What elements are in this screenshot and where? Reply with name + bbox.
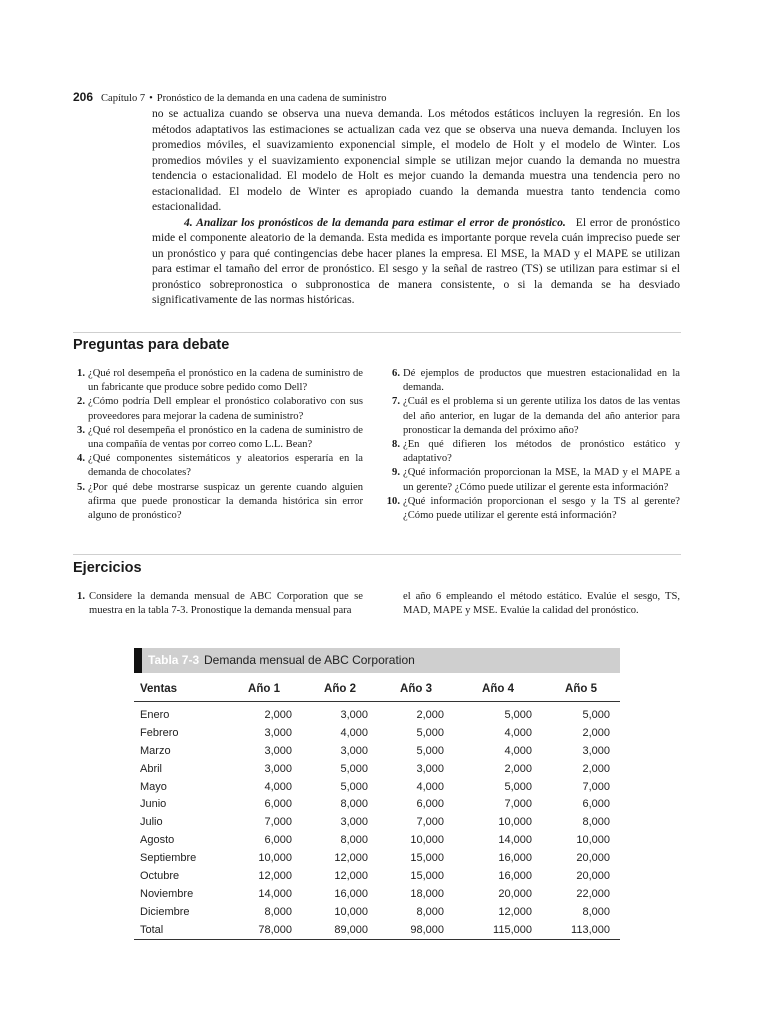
demand-cell: 16,000 <box>498 869 532 882</box>
demand-cell: 20,000 <box>498 887 532 900</box>
month-cell: Abril <box>140 762 163 775</box>
debate-questions-left <box>73 367 363 523</box>
table-row <box>134 849 620 867</box>
month-cell: Diciembre <box>140 905 190 918</box>
debate-question <box>388 495 680 523</box>
table-7-3 <box>134 648 620 940</box>
question-number: 7. <box>392 396 400 408</box>
month-cell: Total <box>134 921 226 939</box>
debate-question <box>388 466 680 494</box>
demand-cell: 7,000 <box>416 816 444 829</box>
table-row <box>134 760 620 778</box>
demand-cell: 6,000 <box>264 798 292 811</box>
column-header: Año 1 <box>226 677 302 702</box>
exercise-number: 1. <box>77 591 85 602</box>
demand-cell: 15,000 <box>410 869 444 882</box>
exercise-1-left <box>77 590 363 618</box>
demand-cell: 78,000 <box>226 921 302 939</box>
exercise-1-right: el año 6 empleando el método estático. Evalúe el sesgo, TS, MAD, MAPE y MSE. Evalúe la calidad del pronóstico. <box>403 591 680 617</box>
table-row <box>134 885 620 903</box>
debate-question <box>388 395 680 438</box>
demand-cell: 7,000 <box>582 780 610 793</box>
chapter-label: Capítulo 7 <box>101 93 146 104</box>
question-text: ¿Qué rol desempeña el pronóstico en la cadena de suministro de una compañía de ventas por correo como L.L. Bean? <box>88 424 363 451</box>
question-text: ¿En qué difieren los métodos de pronóstico estático y adaptativo? <box>403 439 680 465</box>
body-text <box>152 106 680 308</box>
debate-section-title: Preguntas para debate <box>73 337 230 353</box>
table-row <box>134 778 620 796</box>
month-cell: Febrero <box>140 726 179 739</box>
demand-cell: 10,000 <box>498 816 532 829</box>
table-row <box>134 867 620 885</box>
column-header: Año 5 <box>542 677 620 702</box>
question-number: 3. <box>77 424 85 436</box>
question-text: ¿Cuál es el problema si un gerente utiliza los datos de las ventas del año anterior, en lugar de la demanda del año anterior para pronosticar la demanda del próximo año? <box>403 396 680 436</box>
header-separator: • <box>149 93 153 104</box>
demand-cell: 12,000 <box>498 905 532 918</box>
demand-cell: 10,000 <box>576 834 610 847</box>
demand-cell: 3,000 <box>264 744 292 757</box>
debate-question <box>73 481 363 524</box>
month-cell: Septiembre <box>140 852 197 865</box>
demand-cell: 4,000 <box>504 726 532 739</box>
month-cell: Julio <box>140 816 163 829</box>
debate-questions-right <box>388 367 680 523</box>
demand-cell: 8,000 <box>582 905 610 918</box>
demand-cell: 2,000 <box>582 726 610 739</box>
demand-cell: 8,000 <box>340 798 368 811</box>
table-header-row <box>134 677 620 702</box>
table-row <box>134 795 620 813</box>
debate-question <box>388 438 680 466</box>
demand-cell: 5,000 <box>340 762 368 775</box>
paragraph-forecast-error-text: El error de pronóstico mide el componente aleatorio de la demanda. Esta medida es importante porque revela cuán impreciso puede ser un pronóstico y para qué contingencias debe hacer planes la empresa. El MSE, la MAD y el MAPE se utilizan para estimar el tamaño del error de pronóstico. El sesgo y la señal de rastreo (TS) se utilizan para estimar si el pronóstico sobrepronostica o subpronostica de manera consistente, o si la demanda se ha desviado significativamente de las normas históricas. <box>152 215 680 306</box>
demand-cell: 3,000 <box>340 816 368 829</box>
exercise-1-text-left: Considere la demanda mensual de ABC Corporation que se muestra en la tabla 7-3. Pronostique la demanda mensual para <box>89 591 363 617</box>
question-text: ¿Por qué debe mostrarse suspicaz un gerente cuando alguien afirma que puede pronosticar la demanda histórica sin error alguno de pronóstico? <box>88 481 363 522</box>
debate-question <box>73 424 363 452</box>
question-text: ¿Cómo podría Dell emplear el pronóstico colaborativo con sus proveedores para mejorar la cadena de suministro? <box>88 396 363 422</box>
demand-cell: 6,000 <box>264 834 292 847</box>
month-cell: Octubre <box>140 869 180 882</box>
demand-cell: 16,000 <box>498 852 532 865</box>
chapter-title: Pronóstico de la demanda en una cadena de suministro <box>156 93 387 104</box>
question-text: ¿Qué información proporcionan la MSE, la MAD y el MAPE a un gerente? ¿Cómo puede utilizar el gerente esta información? <box>403 467 680 493</box>
debate-question <box>388 367 680 395</box>
table-row <box>134 903 620 921</box>
debate-question <box>73 367 363 395</box>
demand-table <box>134 677 620 940</box>
demand-cell: 4,000 <box>416 780 444 793</box>
demand-cell: 3,000 <box>340 744 368 757</box>
exercises-section-title: Ejercicios <box>73 560 142 576</box>
paragraph-forecast-error <box>152 215 680 308</box>
debate-question <box>73 452 363 480</box>
table-total-row <box>134 921 620 939</box>
demand-cell: 3,000 <box>416 762 444 775</box>
table-caption-bar <box>134 648 620 673</box>
demand-cell: 6,000 <box>582 798 610 811</box>
demand-cell: 7,000 <box>504 798 532 811</box>
demand-cell: 89,000 <box>302 921 378 939</box>
question-number: 9. <box>392 467 400 479</box>
month-cell: Marzo <box>140 744 171 757</box>
demand-cell: 12,000 <box>334 852 368 865</box>
demand-cell: 12,000 <box>258 869 292 882</box>
demand-cell: 10,000 <box>334 905 368 918</box>
demand-cell: 4,000 <box>264 780 292 793</box>
demand-cell: 15,000 <box>410 852 444 865</box>
demand-cell: 10,000 <box>258 852 292 865</box>
demand-cell: 22,000 <box>576 887 610 900</box>
question-number: 4. <box>77 453 85 465</box>
running-head <box>73 90 693 106</box>
question-text: Dé ejemplos de productos que muestren estacionalidad en la demanda. <box>403 368 680 394</box>
section-divider <box>73 554 681 555</box>
month-cell: Noviembre <box>140 887 194 900</box>
table-row <box>134 831 620 849</box>
column-header: Año 4 <box>454 677 542 702</box>
question-number: 5. <box>77 481 85 493</box>
paragraph-methods: no se actualiza cuando se observa una nueva demanda. Los métodos estáticos incluyen la regresión. En los métodos adaptativos las estimaciones se actualizan cada vez que se observa una nueva demanda. Incluyen los promedios móviles, el suavizamiento exponencial simple, el modelo de Holt y el modelo de Winter. Los promedios móviles y el suavizamiento exponencial simple se utilizan mejor cuando la demanda no muestra tendencia o estacionalidad. El modelo de Holt es mejor cuando la demanda muestra una tendencia pero no estacionalidad. El modelo de Winter es apropiado cuando la demanda muestra tanto tendencia como estacionalidad. <box>152 107 680 213</box>
paragraph-lead: 4. Analizar los pronósticos de la demanda para estimar el error de pronóstico. <box>184 215 566 229</box>
demand-cell: 5,000 <box>416 726 444 739</box>
demand-cell: 7,000 <box>264 816 292 829</box>
section-divider <box>73 332 681 333</box>
demand-cell: 14,000 <box>498 834 532 847</box>
demand-cell: 3,000 <box>582 744 610 757</box>
demand-cell: 113,000 <box>542 921 620 939</box>
demand-cell: 20,000 <box>576 852 610 865</box>
month-cell: Enero <box>140 708 170 721</box>
month-cell: Mayo <box>140 780 167 793</box>
demand-cell: 98,000 <box>378 921 454 939</box>
demand-cell: 2,000 <box>582 762 610 775</box>
table-row <box>134 724 620 742</box>
demand-cell: 16,000 <box>334 887 368 900</box>
demand-cell: 4,000 <box>340 726 368 739</box>
demand-cell: 8,000 <box>264 905 292 918</box>
question-text: ¿Qué componentes sistemáticos y aleatorios esperaría en la demanda de chocolates? <box>88 453 363 479</box>
demand-cell: 5,000 <box>504 780 532 793</box>
table-title: Demanda mensual de ABC Corporation <box>204 653 415 667</box>
table-label: Tabla 7-3 <box>148 653 200 667</box>
question-text: ¿Qué información proporcionan el sesgo y la TS al gerente? ¿Cómo puede utilizar el gerente está información? <box>403 495 680 522</box>
demand-cell: 5,000 <box>416 744 444 757</box>
caption-marker <box>134 648 142 673</box>
demand-cell: 6,000 <box>416 798 444 811</box>
table-row <box>134 813 620 831</box>
question-text: ¿Qué rol desempeña el pronóstico en la cadena de suministro de un fabricante que produce sobre pedido como Dell? <box>88 368 363 394</box>
month-cell: Agosto <box>140 834 175 847</box>
question-number: 8. <box>392 439 400 451</box>
month-cell: Junio <box>140 798 167 811</box>
demand-cell: 2,000 <box>264 708 292 721</box>
column-header: Ventas <box>134 677 226 702</box>
question-number: 1. <box>77 368 85 379</box>
demand-cell: 12,000 <box>334 869 368 882</box>
table-row <box>134 702 620 724</box>
demand-cell: 8,000 <box>340 834 368 847</box>
demand-cell: 8,000 <box>582 816 610 829</box>
question-number: 6. <box>392 368 400 379</box>
demand-cell: 3,000 <box>340 708 368 721</box>
column-header: Año 3 <box>378 677 454 702</box>
demand-cell: 18,000 <box>410 887 444 900</box>
demand-cell: 4,000 <box>504 744 532 757</box>
demand-cell: 8,000 <box>416 905 444 918</box>
demand-cell: 5,000 <box>340 780 368 793</box>
table-row <box>134 742 620 760</box>
question-number: 10. <box>386 495 400 507</box>
question-number: 2. <box>77 396 85 408</box>
demand-cell: 2,000 <box>504 762 532 775</box>
demand-cell: 5,000 <box>504 708 532 721</box>
column-header: Año 2 <box>302 677 378 702</box>
demand-cell: 115,000 <box>454 921 542 939</box>
demand-cell: 20,000 <box>576 869 610 882</box>
demand-cell: 3,000 <box>264 726 292 739</box>
demand-cell: 14,000 <box>258 887 292 900</box>
demand-cell: 3,000 <box>264 762 292 775</box>
debate-question <box>73 395 363 423</box>
demand-cell: 5,000 <box>582 708 610 721</box>
demand-cell: 2,000 <box>416 708 444 721</box>
page-number: 206 <box>73 90 94 104</box>
demand-cell: 10,000 <box>410 834 444 847</box>
